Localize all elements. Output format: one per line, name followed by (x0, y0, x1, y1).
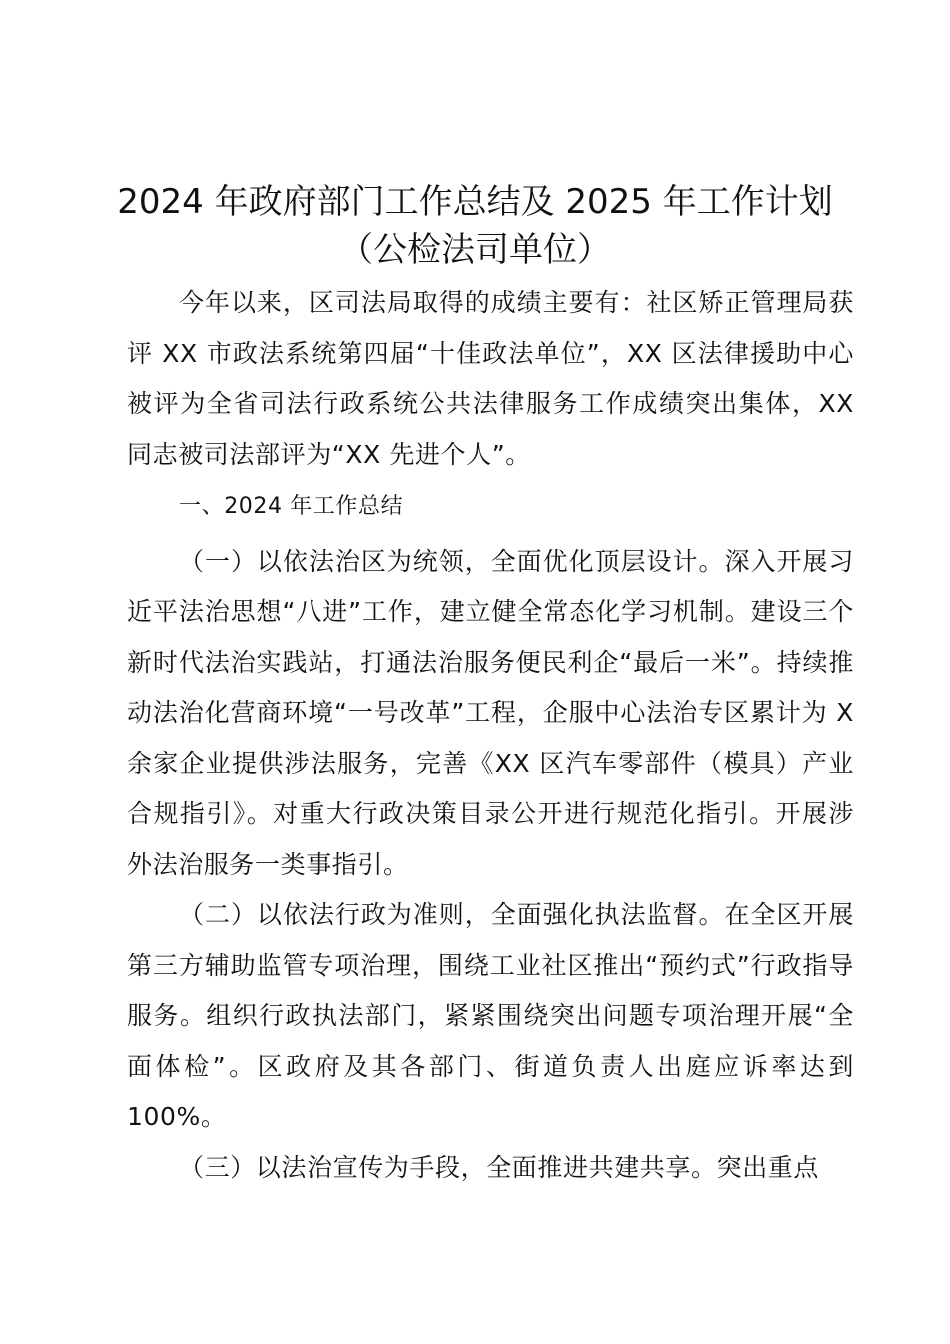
paragraph-1: （一）以依法治区为统领，全面优化顶层设计。深入开展习近平法治思想“八进”工作，建立健全常态化学习机制。建设三个新时代法治实践站，打通法治服务便民利企“最后一米”。持续推动法治化营商环境“一号改革”工程，企服中心法治专区累计为 X 余家企业提供涉法服务，完善《XX 区汽车零部件（模具）产业合规指引》。对重大行政决策目录公开进行规范化指引。开展涉外法治服务一类事指引。 (127, 546, 854, 879)
paragraph-2: （二）以依法行政为准则，全面强化执法监督。在全区开展第三方辅助监管专项治理，围绕工业社区推出“预约式”行政指导服务。组织行政执法部门，紧紧围绕突出问题专项治理开展“全面体检”。区政府及其各部门、街道负责人出庭应诉率达到 100%。 (127, 900, 854, 1131)
document-title: 2024 年政府部门工作总结及 2025 年工作计划（公检法司单位） (117, 182, 833, 270)
section-heading: 一、2024 年工作总结 (179, 494, 404, 519)
document-body (127, 278, 854, 1193)
intro-paragraph: 今年以来，区司法局取得的成绩主要有：社区矫正管理局获评 XX 市政法系统第四届“十佳政法单位”，XX 区法律援助中心被评为全省司法行政系统公共法律服务工作成绩突出集体，XX 同志被司法部评为“XX 先进个人”。 (127, 288, 854, 469)
paragraph-3: （三）以法治宣传为手段，全面推进共建共享。突出重点 (179, 1152, 820, 1182)
